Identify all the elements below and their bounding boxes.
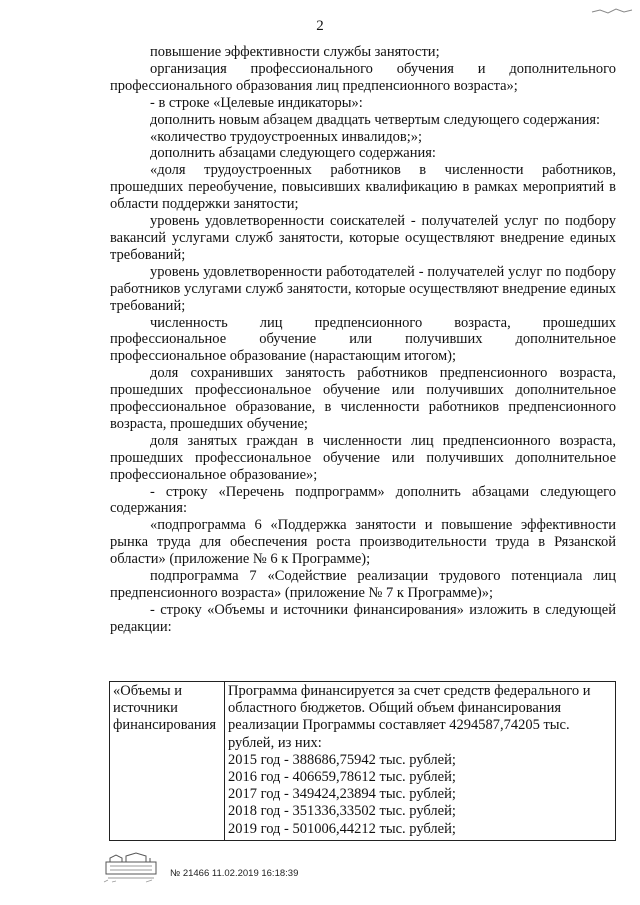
paragraph: - в строке «Целевые индикаторы»: xyxy=(150,94,363,111)
financing-year-row: 2016 год - 406659,78612 тыс. рублей; xyxy=(228,769,456,786)
financing-label-cell xyxy=(110,682,225,841)
paragraph: подпрограмма 7 «Содействие реализации трудового потенциала лиц предпенсионного возраста» (приложение № 7 к Программе)»; xyxy=(110,568,616,601)
page-number: 2 xyxy=(316,18,324,34)
paragraph: дополнить абзацами следующего содержания: xyxy=(150,145,436,162)
paragraph: «подпрограмма 6 «Поддержка занятости и повышение эффективности рынка труда для обеспечения роста производительности труда в Рязанской области» (приложение № 6 к Программе); xyxy=(110,517,616,568)
paragraph: доля сохранивших занятость работников предпенсионного возраста, прошедших профессиональное обучение или получивших дополнительное профессиональное образование, в численности работников предпенсионного возраста, прошедших обучение; xyxy=(110,365,616,432)
registry-seal-icon xyxy=(102,852,160,884)
document-footer xyxy=(84,846,384,896)
paragraph: - строку «Перечень подпрограмм» дополнить абзацами следующего содержания: xyxy=(110,483,616,517)
paragraph: доля занятых граждан в численности лиц предпенсионного возраста, прошедших профессиональное обучение или получивших дополнительное профессиональное образование»; xyxy=(110,432,616,483)
financing-label: «Объемы и источники финансирования xyxy=(113,683,217,734)
financing-content-cell xyxy=(225,682,616,841)
financing-year-row: 2019 год - 501006,44212 тыс. рублей; xyxy=(228,820,456,837)
financing-year-row: 2017 год - 349424,23894 тыс. рублей; xyxy=(228,786,456,803)
paragraph: уровень удовлетворенности соискателей - получателей услуг по подбору вакансий услугами служб занятости, которые осуществляют внедрение единых требований; xyxy=(110,213,616,263)
financing-year-row: 2015 год - 388686,75942 тыс. рублей; xyxy=(228,751,456,768)
document-body xyxy=(110,44,616,636)
document-registration-meta: № 21466 11.02.2019 16:18:39 xyxy=(170,868,299,879)
financing-table xyxy=(109,681,616,841)
scan-mark xyxy=(590,2,634,10)
paragraph: организация профессионального обучения и дополнительного профессионального образования лиц предпенсионного возраста»; xyxy=(110,60,616,94)
paragraph: дополнить новым абзацем двадцать четвертым следующего содержания: xyxy=(150,111,601,128)
paragraph: повышение эффективности службы занятости; xyxy=(150,44,440,60)
paragraph: - строку «Объемы и источники финансирования» изложить в следующей редакции: xyxy=(110,601,616,635)
paragraph: «доля трудоустроенных работников в численности работников, прошедших переобучение, повысивших квалификацию в рамках мероприятий в области поддержки занятости; xyxy=(110,162,616,213)
paragraph: численность лиц предпенсионного возраста, прошедших профессиональное обучение или получивших дополнительное профессиональное образование (нарастающим итогом); xyxy=(110,314,616,365)
table-row xyxy=(110,682,616,841)
financing-intro: Программа финансируется за счет средств федерального и областного бюджетов. Общий объем финансирования реализации Программы составляет 4294587,74205 тыс. рублей, из них: xyxy=(228,683,591,751)
paragraph: уровень удовлетворенности работодателей - получателей услуг по подбору работников услугами служб занятости, которые осуществляют внедрение единых требований; xyxy=(110,263,616,314)
financing-year-row: 2018 год - 351336,33502 тыс. рублей; xyxy=(228,803,456,820)
paragraph: «количество трудоустроенных инвалидов;»; xyxy=(150,128,423,145)
